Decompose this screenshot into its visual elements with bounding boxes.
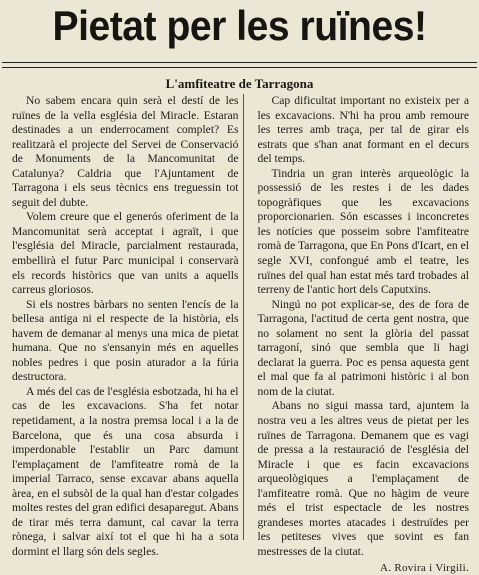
- article-subhead: L'amfiteatre de Tarragona: [0, 76, 479, 92]
- paragraph: Si els nostres bàrbars no senten l'encís de la bellesa antiga ni el respecte de la història, els havem de demanar al menys una mica de pietat humana. Que no s'ensanyin més en aquelles nobles pedres i que posin aturador a la fúria destructora.: [12, 298, 238, 385]
- headline-rule-thin: [2, 67, 477, 68]
- paragraph: Volem creure que el generós oferiment de la Mancomunitat serà acceptat i agraït, i que l'església del Miracle, parcialment restaurada, embellirà el futur Parc municipal i conservarà els records històrics que van units a aquells carreus gloriosos.: [12, 210, 238, 297]
- headline-rule: [2, 62, 477, 63]
- headline: Pietat per les ruïnes!: [17, 2, 462, 50]
- paragraph: A més del cas de l'església esbotzada, hi ha el cas de les excavacions. S'ha fet notar repetidament, a la nostra premsa local i a la de Barcelona, que és una cosa absurda i imperdonable l'establir un Parc damunt l'emplaçament de l'amfiteatre romà de la imperial Tarraco, sense excavar abans aquella àrea, en el subsòl de la qual han d'estar colgades moltes restes del gran edifici desaparegut. Abans de tirar més terra damunt, cal cavar la terra rònega, i salvar així tot el que hi ha a sota dormint el llarg són dels segles.: [12, 385, 238, 560]
- author-signature: A. Rovira i Virgili.: [257, 561, 469, 575]
- paragraph: Ningú no pot explicar-se, des de fora de Tarragona, l'actitud de certa gent nostra, que no solament no sent la glòria del passat tarragoní, sinó que sembla que li hagi declarat la guerra. Poc es pensa aquesta gent el mal que fa al patrimoni històric i al bon nom de la ciutat.: [257, 298, 469, 400]
- paragraph: Abans no sigui massa tard, ajuntem la nostra veu a les altres veus de pietat per les ruïnes de Tarragona. Demanem que es vagi de pressa a la restauració de l'església del Miracle i que es facin excavacions arqueològiques a l'emplaçament de l'amfiteatre romà. Que no hàgim de veure més el trist espectacle de les nostres grandeses mortes atacades i destruïdes per les petiteses vives que sovint es fan mestresses de la ciutat.: [257, 399, 469, 559]
- left-column: [12, 94, 247, 575]
- paragraph: No sabem encara quin serà el destí de les ruïnes de la vella església del Miracle. Estaran destinades a un enderrocament complet? Es realitzarà el projecte del Servei de Conservació de Monuments de la Mancomunitat de Catalunya? Caldria que l'Ajuntament de Tarragona i els seus tècnics ens treguessin tot seguit del dubte.: [12, 94, 238, 210]
- paragraph: Cap dificultat important no existeix per a les excavacions. N'hi ha prou amb remoure les terres amb traça, per tal de girar els estrats que s'han anat formant en el decurs del temps.: [257, 94, 469, 167]
- right-column: [247, 94, 469, 575]
- article-body: [12, 94, 469, 575]
- paragraph: Tindria un gran interès arqueològic la possessió de les restes i de les dades topogràfiques que les excavacions proporcionarien. Són escasses i inconcretes les notícies que posseim sobre l'amfiteatre romà de Tarragona, que En Pons d'Icart, en el segle XVI, confongué amb el teatre, les ruïnes del qual han estat més tard trobades al terreny de l'antic hort dels Caputxins.: [257, 167, 469, 298]
